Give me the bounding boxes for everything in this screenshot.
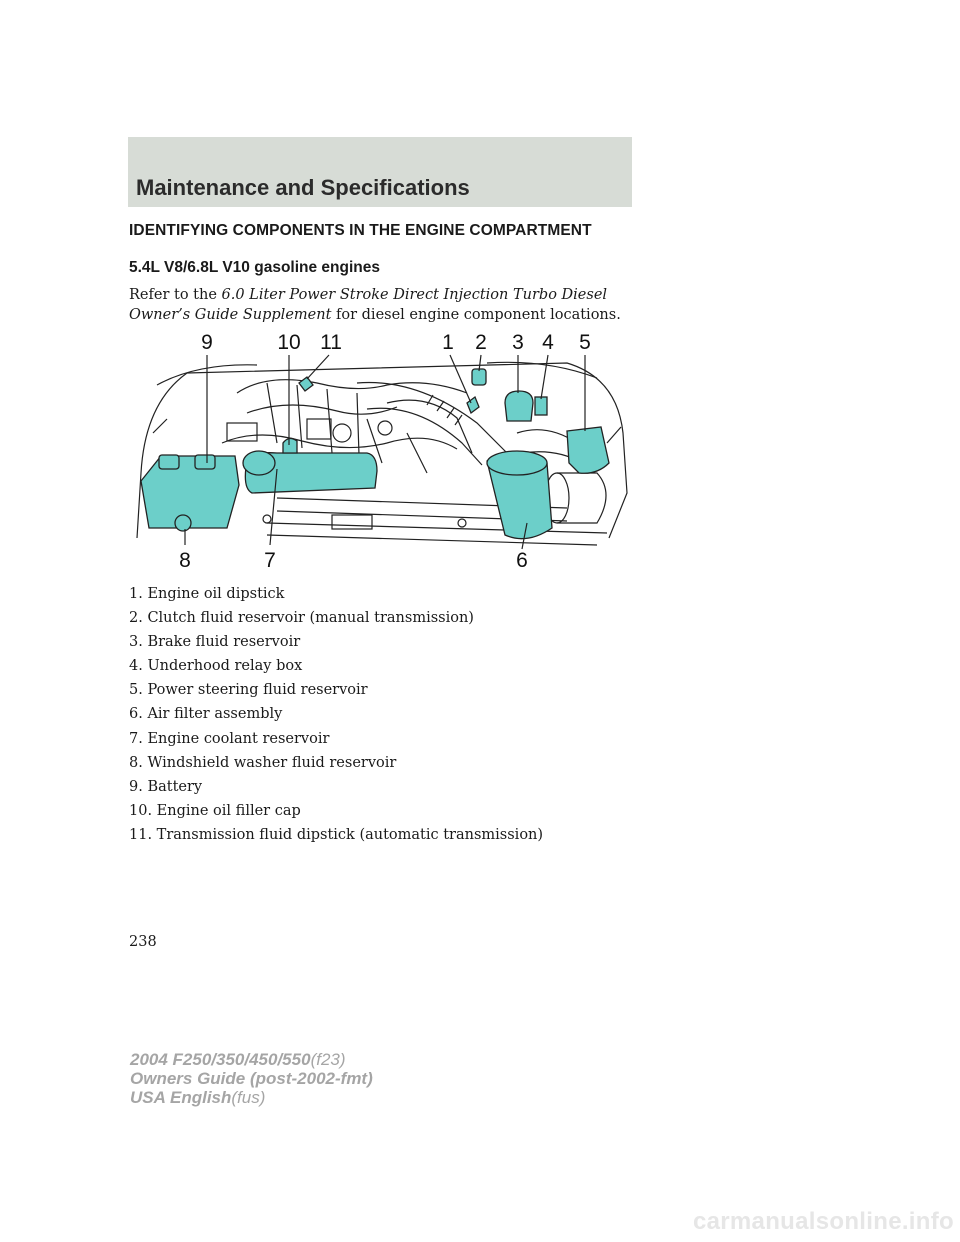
- legend-item: 7. Engine coolant reservoir: [129, 730, 330, 747]
- engine-diagram-svg: [127, 323, 633, 577]
- legend-item: 8. Windshield washer fluid reservoir: [129, 754, 397, 771]
- legend-item: 9. Battery: [129, 778, 203, 795]
- legend-item: 10. Engine oil filler cap: [129, 802, 301, 819]
- callout-label: 4: [542, 331, 554, 354]
- footer-model: 2004 F250/350/450/550: [130, 1050, 311, 1069]
- footer-line-3: [130, 1088, 373, 1107]
- intro-prefix: Refer to the: [129, 287, 217, 303]
- oil-filler-cap-shape: [283, 438, 297, 453]
- engine-compartment-illustration: [127, 323, 633, 577]
- legend-item: 6. Air filter assembly: [129, 706, 283, 723]
- legend-item: 11. Transmission fluid dipstick (automatic transmission): [129, 826, 544, 843]
- intro-suffix: for diesel engine component locations.: [336, 307, 621, 323]
- callout-label: 11: [320, 331, 342, 354]
- callout-label: 6: [516, 549, 528, 572]
- battery-shape: [141, 456, 239, 528]
- callout-label: 7: [264, 549, 276, 572]
- legend-item: 3. Brake fluid reservoir: [129, 634, 301, 651]
- brake-reservoir-shape: [505, 391, 533, 421]
- battery-terminal-right: [195, 455, 215, 469]
- callout-label: 9: [201, 331, 213, 354]
- power-steering-reservoir-shape: [567, 427, 609, 473]
- coolant-cap-shape: [243, 451, 275, 475]
- section-header-title: Maintenance and Specifications: [136, 175, 470, 200]
- callout-label: 10: [277, 331, 301, 354]
- section-header-band: [128, 137, 632, 207]
- trans-dipstick-handle-shape: [299, 377, 313, 391]
- legend-item: 2. Clutch fluid reservoir (manual transmission): [129, 610, 474, 627]
- page-subheading: 5.4L V8/6.8L V10 gasoline engines: [129, 259, 380, 276]
- callout-label: 1: [442, 331, 454, 354]
- intro-paragraph: [129, 285, 629, 325]
- legend-item: 5. Power steering fluid reservoir: [129, 682, 368, 699]
- footer-line-2: Owners Guide (post-2002-fmt): [130, 1069, 373, 1088]
- washer-fluid-cap-shape: [175, 515, 191, 531]
- page-heading: IDENTIFYING COMPONENTS IN THE ENGINE COMPARTMENT: [129, 222, 592, 239]
- relay-box-shape: [535, 397, 547, 415]
- component-legend: [129, 584, 629, 849]
- intro-italic-title: 6.0 Liter Power Stroke Direct Injection Turbo Diesel Owner’s Guide Supplement: [129, 287, 608, 323]
- clutch-reservoir-shape: [472, 369, 486, 385]
- callout-label: 2: [475, 331, 487, 354]
- page-number: 238: [129, 934, 157, 950]
- callout-label: 5: [579, 331, 591, 354]
- highlighted-components: [141, 369, 609, 539]
- footer-language: USA English: [130, 1088, 232, 1107]
- legend-item: 1. Engine oil dipstick: [129, 586, 285, 602]
- site-watermark: carmanualsonline.info: [692, 1208, 954, 1235]
- battery-terminal-left: [159, 455, 179, 469]
- footer-line-1: [130, 1050, 373, 1069]
- callout-label: 8: [179, 549, 191, 572]
- callout-label: 3: [512, 331, 524, 354]
- footer-model-code: (f23): [310, 1050, 346, 1069]
- document-footer: [130, 1050, 373, 1107]
- air-filter-top-shape: [487, 451, 547, 475]
- legend-item: 4. Underhood relay box: [129, 658, 303, 675]
- footer-language-code: (fus): [231, 1088, 266, 1107]
